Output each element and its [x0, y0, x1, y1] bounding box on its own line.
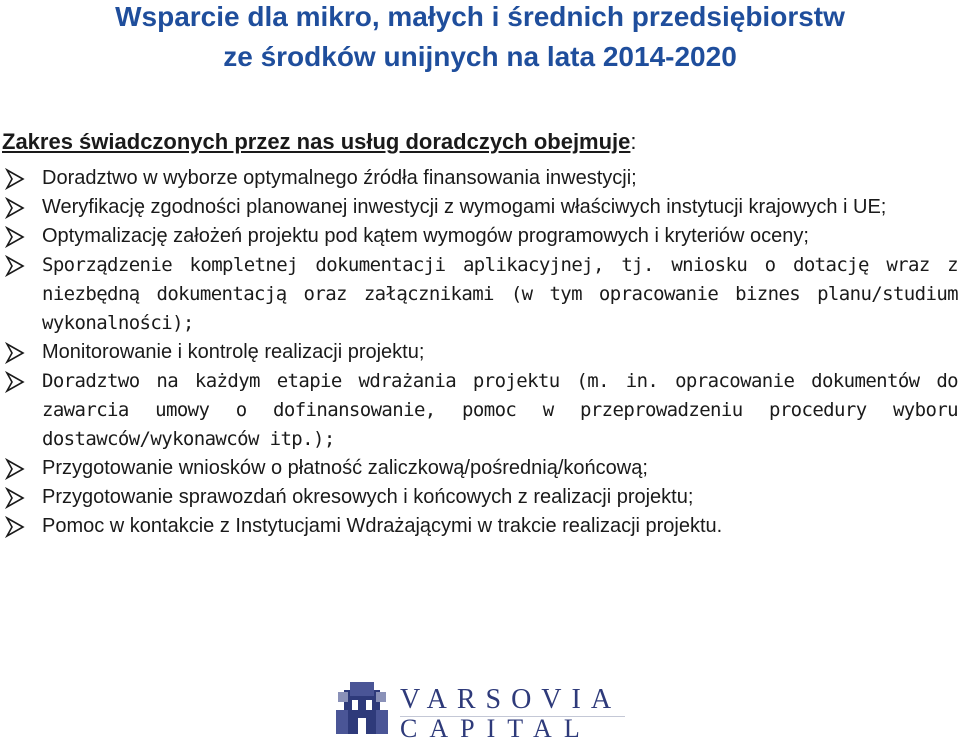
service-item: [0, 454, 960, 483]
service-item-text: Przygotowanie sprawozdań okresowych i końcowych z realizacji projektu;: [42, 486, 694, 508]
arrow-bullet-icon: [4, 371, 26, 393]
service-item: [0, 222, 960, 251]
arrow-bullet-icon: [4, 516, 26, 538]
logo-text-line1: VARSOVIA: [400, 684, 622, 715]
arrow-bullet-icon: [4, 458, 26, 480]
service-item-text: Weryfikację zgodności planowanej inwestycji z wymogami właściwych instytucji krajowych i UE;: [42, 196, 887, 218]
service-item: [0, 338, 960, 367]
service-item-text: Doradztwo na każdym etapie wdrażania projektu (m. in. opracowanie dokumentów do zawarcia umowy o dofinansowanie, pomoc w przeprowadzeniu procedury wyboru dostawców/wykonawców itp.);: [42, 370, 958, 450]
arrow-bullet-icon: [4, 342, 26, 364]
services-intro: [2, 128, 637, 156]
service-item-text: Doradztwo w wyborze optymalnego źródła finansowania inwestycji;: [42, 167, 637, 189]
arrow-bullet-icon: [4, 197, 26, 219]
varsovia-capital-logo: [330, 680, 630, 744]
service-item: [0, 251, 960, 338]
service-item: [0, 193, 960, 222]
service-item-text: Optymalizację założeń projektu pod kątem wymogów programowych i kryteriów oceny;: [42, 225, 809, 247]
logo-emblem-icon: [330, 680, 394, 744]
service-item: [0, 483, 960, 512]
arrow-bullet-icon: [4, 487, 26, 509]
service-item-text: Sporządzenie kompletnej dokumentacji aplikacyjnej, tj. wniosku o dotację wraz z niezbędną dokumentacją oraz załącznikami (w tym opracowanie biznes planu/studium wykonalności);: [42, 254, 958, 334]
service-item-text: Monitorowanie i kontrolę realizacji projektu;: [42, 341, 425, 363]
services-heading-colon: :: [630, 129, 637, 154]
service-item: [0, 367, 960, 454]
services-list: [0, 164, 960, 541]
page-title-line1: Wsparcie dla mikro, małych i średnich przedsiębiorstw: [115, 1, 845, 32]
service-item: [0, 164, 960, 193]
arrow-bullet-icon: [4, 255, 26, 277]
logo-text-line2: CAPITAL: [400, 714, 592, 743]
arrow-bullet-icon: [4, 168, 26, 190]
service-item-text: Przygotowanie wniosków o płatność zaliczkową/pośrednią/końcową;: [42, 457, 648, 479]
services-heading: Zakres świadczonych przez nas usług doradczych obejmuje: [2, 129, 631, 154]
service-item-text: Pomoc w kontakcie z Instytucjami Wdrażającymi w trakcie realizacji projektu.: [42, 515, 723, 537]
page-title-line2: ze środków unijnych na lata 2014-2020: [223, 41, 737, 72]
service-item: [0, 512, 960, 541]
arrow-bullet-icon: [4, 226, 26, 248]
